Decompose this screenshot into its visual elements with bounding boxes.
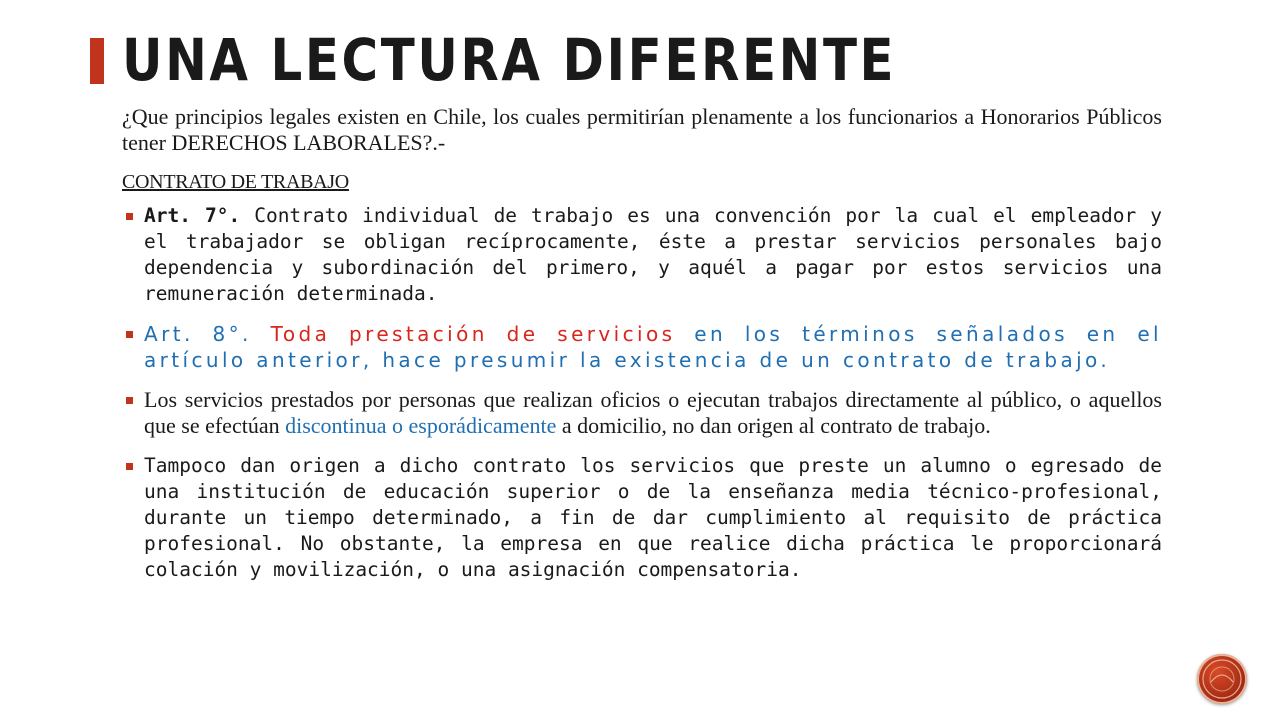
list-item-services <box>122 387 1162 439</box>
title-accent-bar <box>90 38 104 84</box>
item-text-before: Los servicios prestados por personas que realizan oficios o ejecutan trabajos directamente al público, o aquellos que se efectúan <box>144 387 1162 438</box>
item-text: Tampoco dan origen a dicho contrato los servicios que preste un alumno o egresado de una institución de educación superior o de la enseñanza media técnico-profesional, durante un tiempo determinado, a fin de dar cumplimiento al requisito de práctica profesional. No obstante, la empresa en que realice dicha práctica le proporcionará colación y movilización, o una asignación compensatoria. <box>144 454 1162 581</box>
question-text: ¿Que principios legales existen en Chile, los cuales permitirían plenamente a los funcionarios a Honorarios Públicos tener DERECHOS LABORALES?.- <box>122 104 1162 155</box>
section-heading: CONTRATO DE TRABAJO <box>122 171 349 193</box>
list-item-students <box>122 453 1162 583</box>
square-bullet-icon <box>126 397 133 404</box>
list-item-art-7 <box>122 203 1162 307</box>
square-bullet-icon <box>126 331 133 338</box>
seal-graphic <box>1197 654 1247 704</box>
item-text-after: a domicilio, no dan origen al contrato de trabajo. <box>556 413 991 438</box>
article-text: en los términos señalados en el artículo anterior, hace presumir la existencia de un contrato de trabajo. <box>144 322 1162 372</box>
slide-content <box>122 104 1162 597</box>
article-label: Art. 7°. <box>144 204 241 227</box>
article-text: Contrato individual de trabajo es una convención por la cual el empleador y el trabajador se obligan recíprocamente, éste a prestar servicios personales bajo dependencia y subordinación del primero, y aquél a pagar por estos servicios una remuneración determinada. <box>144 204 1162 305</box>
square-bullet-icon <box>126 213 133 220</box>
article-list <box>122 203 1162 583</box>
article-label: Art. 8°. <box>144 322 252 346</box>
square-bullet-icon <box>126 463 133 470</box>
seal-logo-icon <box>1197 654 1247 704</box>
item-highlight: discontinua o esporádicamente <box>285 413 557 438</box>
intro-question <box>122 104 1162 156</box>
slide-title: UNA LECTURA DIFERENTE <box>122 26 897 94</box>
article-highlight: Toda prestación de servicios <box>251 322 676 346</box>
list-item-art-8 <box>122 321 1162 373</box>
